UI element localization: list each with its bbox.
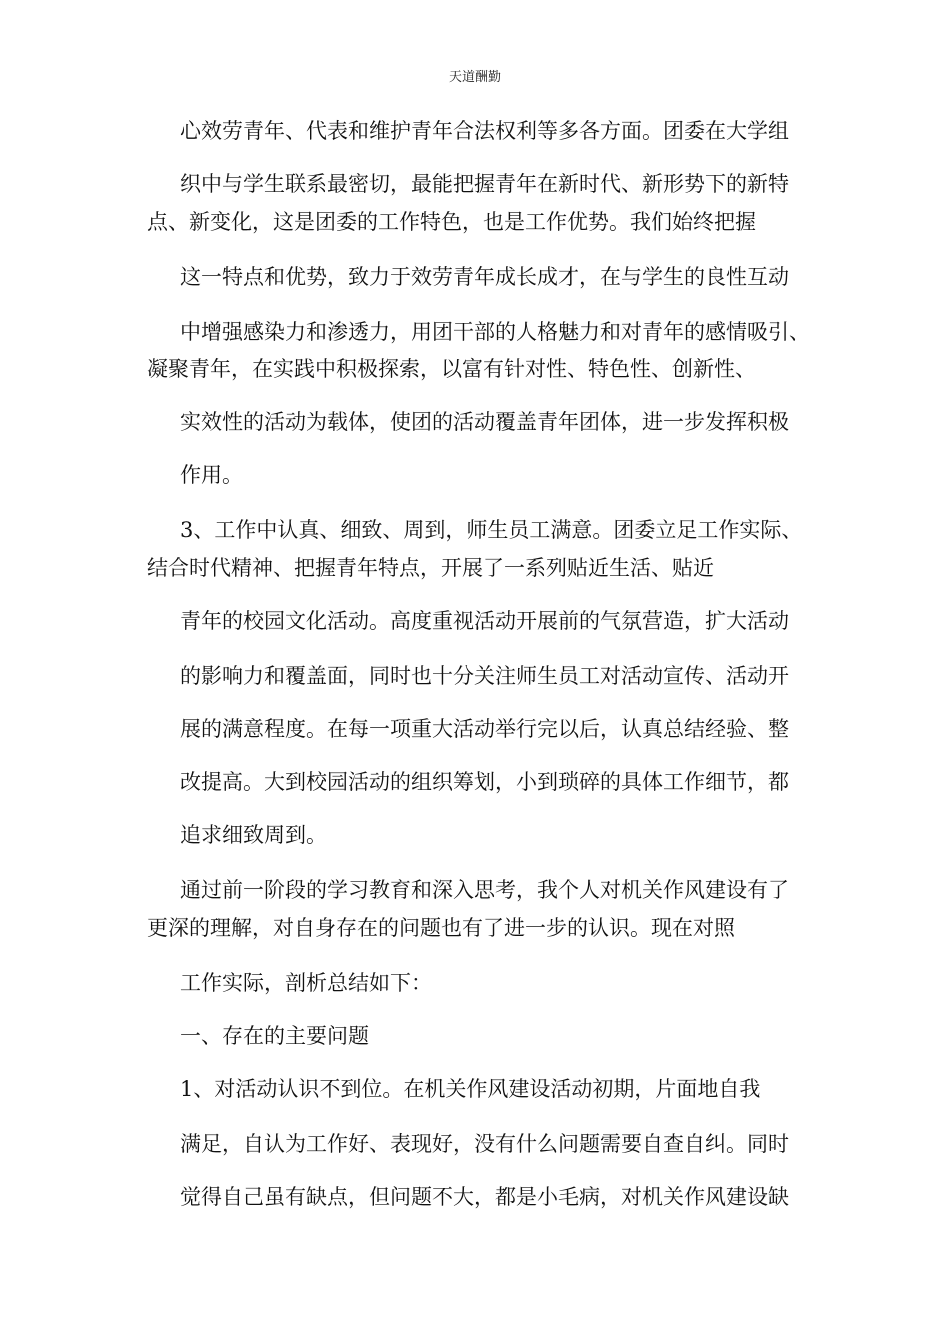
body-line: 展的满意程度。在每一项重大活动举行完以后，认真总结经验、整 — [180, 717, 789, 741]
body-line: 更深的理解，对自身存在的问题也有了进一步的认识。现在对照 — [147, 916, 735, 940]
body-line: 作用。 — [180, 463, 243, 487]
body-line: 织中与学生联系最密切，最能把握青年在新时代、新形势下的新特 — [180, 172, 789, 196]
body-line: 3、工作中认真、细致、周到，师生员工满意。团委立足工作实际、 — [180, 518, 803, 542]
body-line: 青年的校园文化活动。高度重视活动开展前的气氛营造，扩大活动 — [180, 609, 789, 633]
body-line: 满足，自认为工作好、表现好，没有什么问题需要自查自纠。同时 — [180, 1132, 789, 1156]
section-heading: 一、存在的主要问题 — [180, 1024, 369, 1048]
body-line: 这一特点和优势，致力于效劳青年成长成才，在与学生的良性互动 — [180, 265, 789, 289]
body-line: 工作实际，剖析总结如下： — [180, 971, 432, 995]
body-line: 1、对活动认识不到位。在机关作风建设活动初期，片面地自我 — [180, 1077, 761, 1101]
body-line: 追求细致周到。 — [180, 823, 327, 847]
page-header: 天道酬勤 — [448, 70, 501, 85]
body-line: 凝聚青年，在实践中积极探索，以富有针对性、特色性、创新性、 — [147, 357, 756, 381]
body-line: 觉得自己虽有缺点，但问题不大，都是小毛病，对机关作风建设缺 — [180, 1185, 789, 1209]
body-line: 的影响力和覆盖面，同时也十分关注师生员工对活动宣传、活动开 — [180, 664, 789, 688]
body-line: 心效劳青年、代表和维护青年合法权利等多各方面。团委在大学组 — [180, 119, 789, 143]
body-line: 中增强感染力和渗透力，用团干部的人格魅力和对青年的感情吸引、 — [180, 320, 810, 344]
body-line: 点、新变化，这是团委的工作特色，也是工作优势。我们始终把握 — [147, 210, 756, 234]
body-line: 实效性的活动为载体，使团的活动覆盖青年团体，进一步发挥积极 — [180, 410, 789, 434]
body-line: 通过前一阶段的学习教育和深入思考，我个人对机关作风建设有了 — [180, 878, 789, 902]
body-line: 结合时代精神、把握青年特点，开展了一系列贴近生活、贴近 — [147, 556, 714, 580]
body-line: 改提高。大到校园活动的组织筹划，小到琐碎的具体工作细节，都 — [180, 770, 789, 794]
